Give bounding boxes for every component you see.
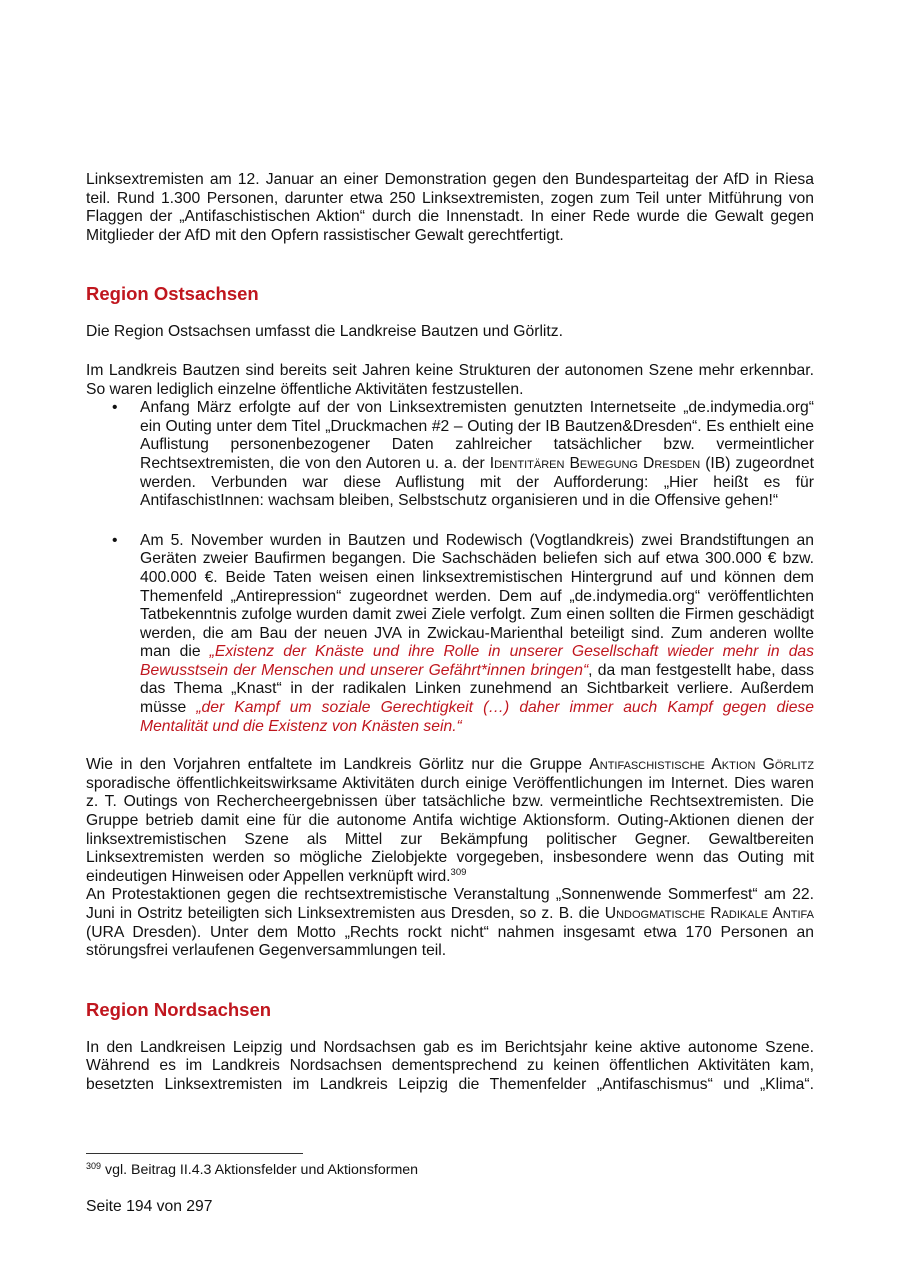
footnote	[86, 1161, 418, 1179]
page-number: Seite 194 von 297	[86, 1198, 213, 1215]
bautzen-list	[86, 399, 814, 736]
footnote-divider	[86, 1153, 303, 1154]
list-item: • Am 5. November wurden in Bautzen und Rodewisch (Vogtlandkreis) zwei Brandstiftungen an Geräten zweier Baufirmen begangen. Die Sachschäden beliefen sich auf etwa 300.000 € bzw. 400.000 €. Beide Taten weisen einen linksextremistischen Hintergrund auf und können dem Themenfeld „Antirepression“ zugeordnet werden. Dem auf „de.indymedia.org“ veröffentlichten Tatbekenntnis zufolge wurden damit zwei Ziele verfolgt. Zum einen sollten die Firmen geschädigt werden, die am Bau der neuen JVA in Zwickau-Marienthal beteiligt sind. Zum anderen wollte man die „Existenz der Knäste und ihre Rolle in unserer Gesellschaft wieder mehr in das Bewusstsein der Menschen und unserer Gefährt*innen bringen“, da man festgestellt habe, dass das Thema „Knast“ in der radikalen Linken zunehmend an Sichtbarkeit verliere. Außerdem müsse „der Kampf um soziale Gerechtigkeit (…) daher immer auch Kampf gegen diese Mentalität und die Existenz von Knästen sein.“	[112, 531, 814, 735]
ostsachsen-intro: Die Region Ostsachsen umfasst die Landkreise Bautzen und Görlitz.	[86, 323, 563, 341]
footnote-number: 309	[86, 1161, 102, 1171]
nordsachsen-paragraph: In den Landkreisen Leipzig und Nordsachsen gab es im Berichtsjahr keine aktive autonome Szene. Während es im Landkreis Nordsachsen dementsprechend zu keinen öffentlichen Aktivitäten kam, besetzten Linksextremisten im Landkreis Leipzig die Themenfelder „Antifaschismus“ und „Klima“.	[86, 1038, 814, 1093]
bullet-icon: •	[112, 399, 118, 417]
ostritz-paragraph: An Protestaktionen gegen die rechtsextremistische Veranstaltung „Sonnenwende Sommerfest“ am 22. Juni in Ostritz beteiligten sich Linksextremisten aus Dresden, so z. B. die Undogmatische Radikale Antifa (URA Dresden). Unter dem Motto „Rechts rockt nicht“ nahmen insgesamt etwa 170 Personen an störungsfrei verlaufenen Gegenversammlungen teil.	[86, 886, 814, 960]
footnote-text: vgl. Beitrag II.4.3 Aktionsfelder und Aktionsformen	[104, 1162, 419, 1178]
heading-nordsachsen: Region Nordsachsen	[86, 998, 272, 1020]
footnote-ref: 309	[450, 866, 467, 878]
intro-paragraph: Linksextremisten am 12. Januar an einer Demonstration gegen den Bundesparteitag der AfD in Riesa teil. Rund 1.300 Personen, darunter etwa 250 Linksextremisten, zogen zum Teil unter Mitführung von Flaggen der „Antifaschistischen Aktion“ durch die Innenstadt. In einer Rede wurde die Gewalt gegen Mitglieder der AfD mit den Opfern rassistischer Gewalt gerechtfertigt.	[86, 171, 814, 244]
list-item: • Anfang März erfolgte auf der von Linksextremisten genutzten Internetseite „de.indymedia.org“ ein Outing unter dem Titel „Druckmachen #2 – Outing der IB Bautzen&Dresden“. Es enthielt eine Auflistung personenbezogener Daten zahlreicher tatsächlicher bzw. vermeintlicher Rechtsextremisten, die von den Autoren u. a. der Identitären Bewegung Dresden (IB) zugeordnet werden. Verbunden war diese Auflistung mit der Aufforderung: „Hier heißt es für AntifaschistInnen: wachsam bleiben, Selbstschutz organisieren und in die Offensive gehen!“	[112, 399, 814, 510]
goerlitz-paragraph: Wie in den Vorjahren entfaltete im Landkreis Görlitz nur die Gruppe Antifaschistische Aktion Görlitz sporadische öffentlichkeitswirksame Aktivitäten durch einige Veröffentlichungen im Internet. Dies waren z. T. Outings von Rechercheergebnissen über tatsächliche bzw. vermeintliche Rechtsextremisten. Die Gruppe betrieb damit eine für die autonome Antifa wichtige Aktionsform. Outing-Aktionen dienen der linksextremistischen Szene als Mittel zur Bekämpfung politischer Gegner. Gewaltbereiten Linksextremisten werden so mögliche Zielobjekte vorgegeben, insbesondere wenn das Outing mit eindeutigen Hinweisen oder Appellen verknüpft wird.$^{309}$	[86, 756, 815, 885]
page-content	[86, 171, 814, 1095]
org-name: Antifaschistische Aktion Görlitz	[589, 756, 815, 774]
quote: „der Kampf um soziale Gerechtigkeit (…) daher immer auch Kampf gegen diese Mentalität und die Existenz von Knästen sein.“	[140, 699, 814, 735]
bautzen-intro: Im Landkreis Bautzen sind bereits seit Jahren keine Strukturen der autonomen Szene mehr erkennbar. So waren lediglich einzelne öffentliche Aktivitäten festzustellen.	[86, 361, 814, 398]
heading-ostsachsen: Region Ostsachsen	[86, 283, 259, 305]
org-name: Undogmatische Radikale Antifa	[604, 905, 814, 922]
quote: „Existenz der Knäste und ihre Rolle in unserer Gesellschaft wieder mehr in das Bewusstsein der Menschen und unserer Gefährt*innen bringen“	[140, 643, 814, 679]
bullet-icon: •	[112, 531, 118, 549]
org-name: Identitären Bewegung Dresden	[489, 454, 701, 472]
